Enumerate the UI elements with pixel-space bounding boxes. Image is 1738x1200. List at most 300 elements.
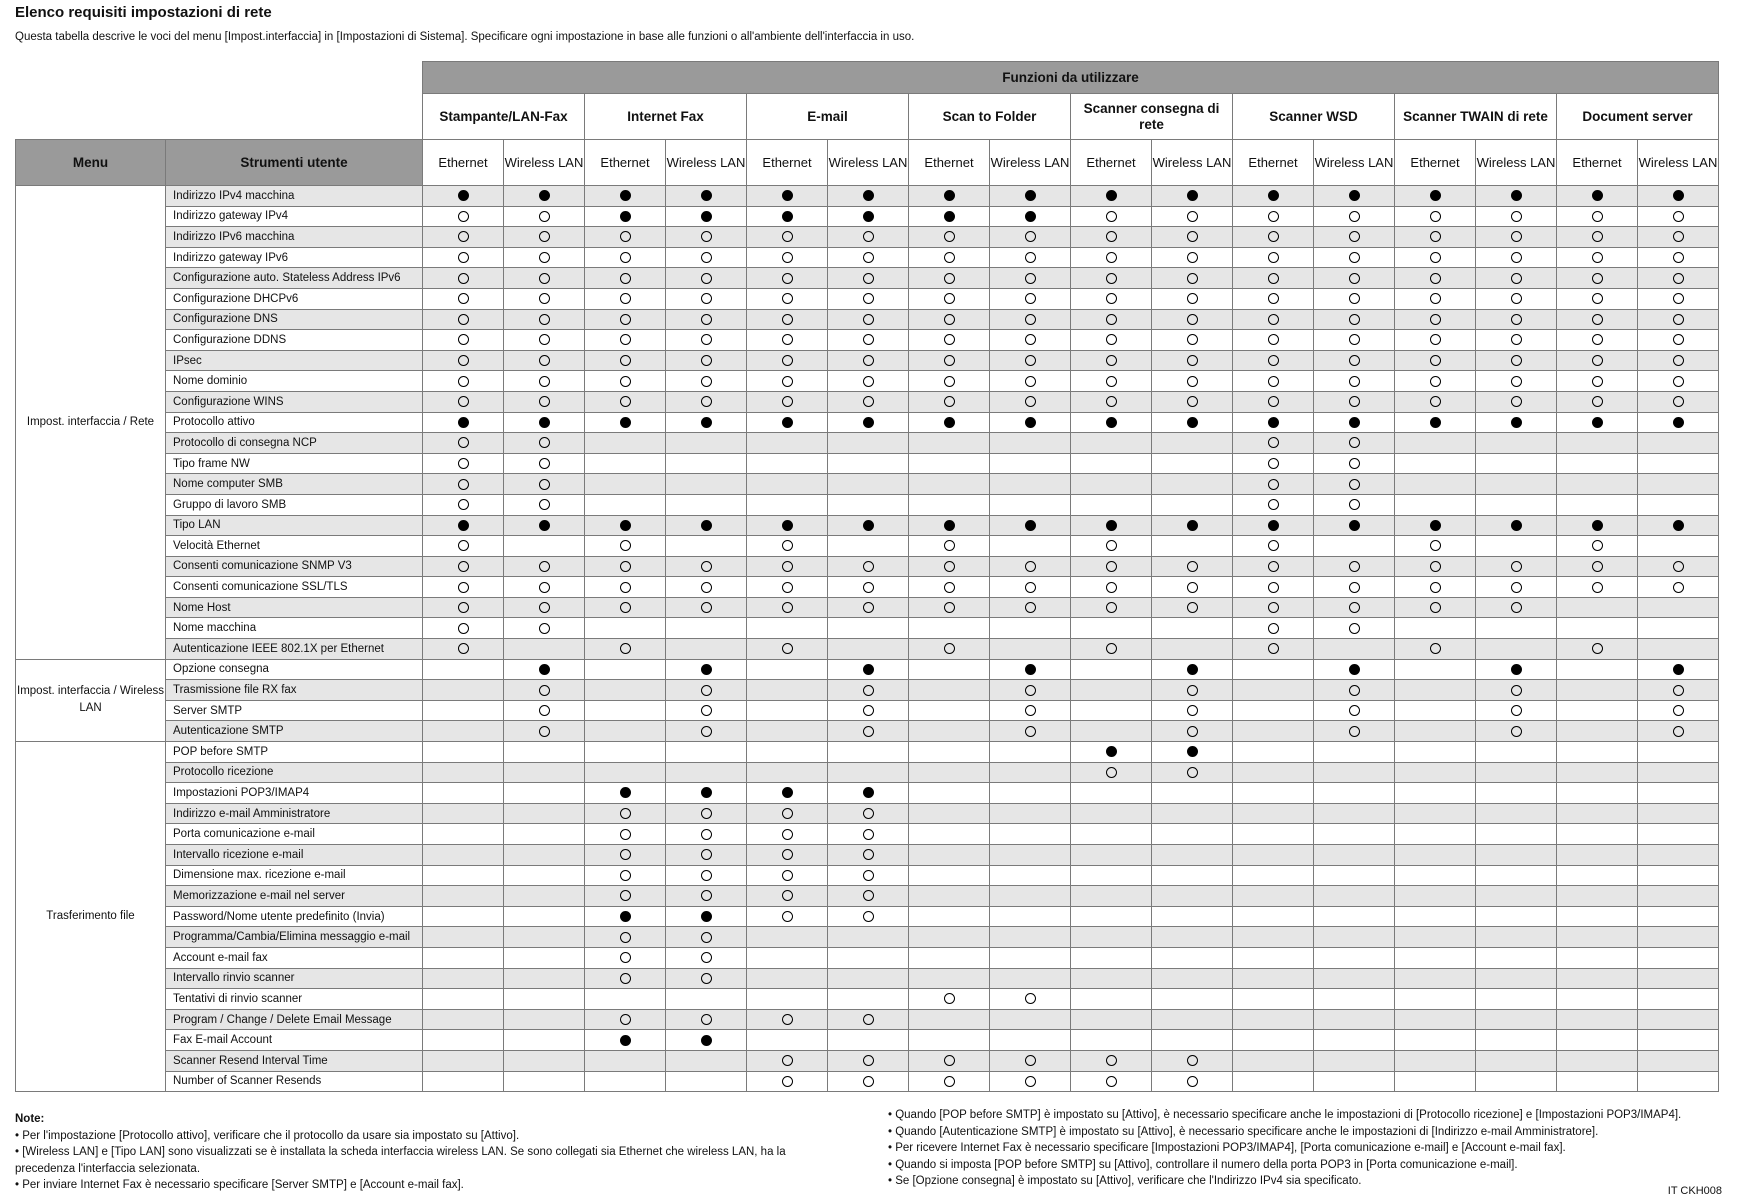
requirement-cell (1476, 186, 1557, 207)
open-circle-icon (1106, 602, 1117, 613)
requirement-cell (909, 330, 990, 351)
table-row (16, 1071, 1719, 1092)
filled-circle-icon (1025, 211, 1036, 222)
requirement-cell (990, 597, 1071, 618)
open-circle-icon (1673, 252, 1684, 263)
requirement-cell (1476, 227, 1557, 248)
open-circle-icon (1106, 540, 1117, 551)
requirement-cell (1557, 783, 1638, 804)
wireless-lan-column-header: Wireless LAN (1638, 140, 1719, 186)
requirement-cell (828, 1009, 909, 1030)
requirement-cell (666, 186, 747, 207)
requirement-cell (504, 494, 585, 515)
requirement-cell (423, 494, 504, 515)
requirement-cell (1395, 659, 1476, 680)
table-row (16, 227, 1719, 248)
requirement-cell (747, 1030, 828, 1051)
requirement-cell (990, 536, 1071, 557)
open-circle-icon (620, 334, 631, 345)
requirement-cell (1638, 1050, 1719, 1071)
open-circle-icon (539, 293, 550, 304)
requirement-cell (1395, 515, 1476, 536)
table-row (16, 556, 1719, 577)
requirement-cell (1638, 350, 1719, 371)
open-circle-icon (620, 561, 631, 572)
requirement-cell (666, 288, 747, 309)
ethernet-column-header: Ethernet (1071, 140, 1152, 186)
open-circle-icon (458, 499, 469, 510)
requirement-cell (1152, 680, 1233, 701)
requirement-cell (1395, 577, 1476, 598)
requirement-cell (1233, 288, 1314, 309)
open-circle-icon (1349, 396, 1360, 407)
requirement-cell (1476, 700, 1557, 721)
requirement-cell (1395, 227, 1476, 248)
requirement-cell (504, 618, 585, 639)
open-circle-icon (863, 252, 874, 263)
requirement-cell (423, 783, 504, 804)
requirement-cell (423, 474, 504, 495)
requirement-cell (1638, 659, 1719, 680)
requirement-cell (1395, 680, 1476, 701)
requirement-cell (1395, 597, 1476, 618)
table-row (16, 845, 1719, 866)
requirement-cell (909, 1009, 990, 1030)
open-circle-icon (782, 334, 793, 345)
open-circle-icon (539, 437, 550, 448)
open-circle-icon (620, 602, 631, 613)
open-circle-icon (1673, 334, 1684, 345)
requirement-cell (666, 433, 747, 454)
open-circle-icon (782, 890, 793, 901)
requirement-cell (1314, 412, 1395, 433)
requirement-cell (1152, 927, 1233, 948)
requirement-cell (909, 886, 990, 907)
filled-circle-icon (944, 417, 955, 428)
requirement-cell (990, 186, 1071, 207)
requirement-cell (747, 474, 828, 495)
requirement-cell (747, 865, 828, 886)
requirement-cell (1476, 556, 1557, 577)
requirement-cell (1314, 639, 1395, 660)
open-circle-icon (944, 582, 955, 593)
requirement-cell (828, 886, 909, 907)
requirement-cell (1314, 1071, 1395, 1092)
open-circle-icon (620, 1014, 631, 1025)
requirement-cell (504, 433, 585, 454)
setting-name: Protocollo di consegna NCP (166, 433, 423, 454)
open-circle-icon (539, 479, 550, 490)
filled-circle-icon (1187, 520, 1198, 531)
open-circle-icon (1268, 293, 1279, 304)
requirement-cell (1071, 845, 1152, 866)
open-circle-icon (1349, 705, 1360, 716)
requirement-cell (1476, 680, 1557, 701)
requirement-cell (666, 206, 747, 227)
open-circle-icon (1511, 705, 1522, 716)
filled-circle-icon (1592, 520, 1603, 531)
requirement-cell (504, 803, 585, 824)
requirement-cell (1233, 515, 1314, 536)
setting-name: Nome Host (166, 597, 423, 618)
open-circle-icon (620, 890, 631, 901)
requirement-cell (1152, 494, 1233, 515)
open-circle-icon (701, 705, 712, 716)
function-group-header: Scanner WSD (1233, 94, 1395, 140)
open-circle-icon (1511, 334, 1522, 345)
open-circle-icon (944, 231, 955, 242)
open-circle-icon (1592, 314, 1603, 325)
requirement-cell (747, 618, 828, 639)
requirement-cell (1557, 762, 1638, 783)
open-circle-icon (620, 231, 631, 242)
open-circle-icon (1430, 211, 1441, 222)
ethernet-column-header: Ethernet (1395, 140, 1476, 186)
open-circle-icon (863, 561, 874, 572)
requirement-cell (1395, 618, 1476, 639)
page-title: Elenco requisiti impostazioni di rete (15, 4, 272, 21)
requirement-cell (1638, 597, 1719, 618)
requirement-cell (666, 227, 747, 248)
setting-name: Fax E-mail Account (166, 1030, 423, 1051)
requirement-cell (1638, 227, 1719, 248)
filled-circle-icon (1025, 417, 1036, 428)
requirement-cell (990, 845, 1071, 866)
ethernet-column-header: Ethernet (585, 140, 666, 186)
requirement-cell (828, 762, 909, 783)
open-circle-icon (1511, 314, 1522, 325)
requirement-cell (828, 947, 909, 968)
requirement-cell (747, 803, 828, 824)
requirement-cell (909, 1030, 990, 1051)
open-circle-icon (539, 685, 550, 696)
requirement-cell (1071, 1071, 1152, 1092)
requirement-cell (1395, 350, 1476, 371)
requirement-cell (1557, 268, 1638, 289)
requirement-cell (747, 453, 828, 474)
open-circle-icon (1592, 582, 1603, 593)
table-row (16, 350, 1719, 371)
requirement-cell (1314, 494, 1395, 515)
requirement-cell (1152, 597, 1233, 618)
requirement-cell (1233, 968, 1314, 989)
requirement-cell (1557, 186, 1638, 207)
requirement-cell (828, 371, 909, 392)
open-circle-icon (701, 314, 712, 325)
requirement-cell (1395, 762, 1476, 783)
requirement-cell (1233, 639, 1314, 660)
requirement-cell (909, 186, 990, 207)
requirement-cell (1476, 247, 1557, 268)
setting-name: Autenticazione IEEE 802.1X per Ethernet (166, 639, 423, 660)
requirement-cell (1476, 659, 1557, 680)
open-circle-icon (863, 849, 874, 860)
requirement-cell (990, 865, 1071, 886)
open-circle-icon (1187, 561, 1198, 572)
requirement-cell (1395, 556, 1476, 577)
requirement-cell (990, 412, 1071, 433)
open-circle-icon (701, 334, 712, 345)
requirement-cell (1638, 865, 1719, 886)
requirement-cell (1395, 906, 1476, 927)
open-circle-icon (458, 479, 469, 490)
requirement-cell (666, 927, 747, 948)
requirement-cell (1395, 1009, 1476, 1030)
requirement-cell (1233, 700, 1314, 721)
requirement-cell (1314, 989, 1395, 1010)
requirement-cell (909, 433, 990, 454)
requirement-cell (585, 968, 666, 989)
open-circle-icon (863, 808, 874, 819)
filled-circle-icon (782, 211, 793, 222)
open-circle-icon (1592, 376, 1603, 387)
filled-circle-icon (1268, 520, 1279, 531)
open-circle-icon (539, 623, 550, 634)
requirement-cell (1314, 433, 1395, 454)
open-circle-icon (1025, 293, 1036, 304)
requirement-cell (504, 947, 585, 968)
requirement-cell (990, 618, 1071, 639)
requirement-cell (1557, 494, 1638, 515)
requirement-cell (1395, 824, 1476, 845)
open-circle-icon (539, 334, 550, 345)
open-circle-icon (701, 602, 712, 613)
table-row (16, 721, 1719, 742)
requirement-cell (1314, 700, 1395, 721)
requirement-cell (585, 865, 666, 886)
open-circle-icon (1673, 211, 1684, 222)
filled-circle-icon (1592, 417, 1603, 428)
requirement-cell (1314, 330, 1395, 351)
requirement-cell (504, 474, 585, 495)
notes-left (15, 1111, 845, 1194)
open-circle-icon (1268, 376, 1279, 387)
filled-circle-icon (1106, 520, 1117, 531)
filled-circle-icon (1673, 664, 1684, 675)
requirement-cell (1314, 659, 1395, 680)
requirement-cell (1395, 721, 1476, 742)
requirement-cell (1152, 824, 1233, 845)
open-circle-icon (539, 273, 550, 284)
requirement-cell (1071, 227, 1152, 248)
open-circle-icon (1673, 273, 1684, 284)
requirement-cell (1152, 371, 1233, 392)
requirement-cell (1638, 906, 1719, 927)
requirement-cell (423, 845, 504, 866)
requirement-cell (1638, 1009, 1719, 1030)
requirement-cell (990, 1009, 1071, 1030)
requirement-cell (1557, 371, 1638, 392)
requirement-cell (585, 186, 666, 207)
requirement-cell (1395, 639, 1476, 660)
open-circle-icon (1592, 231, 1603, 242)
open-circle-icon (458, 643, 469, 654)
requirement-cell (1314, 206, 1395, 227)
requirement-cell (909, 309, 990, 330)
setting-name: Dimensione max. ricezione e-mail (166, 865, 423, 886)
setting-name: Configurazione DDNS (166, 330, 423, 351)
requirement-cell (504, 330, 585, 351)
requirement-cell (1314, 906, 1395, 927)
requirement-cell (1152, 721, 1233, 742)
open-circle-icon (944, 355, 955, 366)
open-circle-icon (944, 1055, 955, 1066)
requirement-cell (1638, 700, 1719, 721)
open-circle-icon (1268, 396, 1279, 407)
open-circle-icon (863, 1014, 874, 1025)
requirement-cell (504, 659, 585, 680)
open-circle-icon (1268, 479, 1279, 490)
filled-circle-icon (701, 190, 712, 201)
filled-circle-icon (1025, 664, 1036, 675)
requirement-cell (747, 1071, 828, 1092)
table-row (16, 577, 1719, 598)
requirement-cell (747, 680, 828, 701)
requirement-cell (990, 968, 1071, 989)
filled-circle-icon (1673, 190, 1684, 201)
requirement-cell (423, 433, 504, 454)
requirement-cell (1071, 247, 1152, 268)
requirement-cell (504, 742, 585, 763)
requirement-cell (747, 824, 828, 845)
requirement-cell (504, 247, 585, 268)
requirement-cell (990, 433, 1071, 454)
open-circle-icon (782, 355, 793, 366)
open-circle-icon (701, 808, 712, 819)
requirement-cell (747, 1009, 828, 1030)
open-circle-icon (1187, 726, 1198, 737)
requirement-cell (1638, 803, 1719, 824)
requirement-cell (1395, 391, 1476, 412)
requirement-cell (1071, 680, 1152, 701)
note-item: • Per inviare Internet Fax è necessario specificare [Server SMTP] e [Account e-mail fax]. (15, 1179, 464, 1191)
requirement-cell (1233, 186, 1314, 207)
filled-circle-icon (620, 787, 631, 798)
requirement-cell (828, 536, 909, 557)
requirement-cell (1476, 968, 1557, 989)
open-circle-icon (1025, 334, 1036, 345)
requirement-cell (666, 515, 747, 536)
filled-circle-icon (620, 911, 631, 922)
filled-circle-icon (1349, 190, 1360, 201)
requirement-cell (666, 536, 747, 557)
requirement-cell (1071, 494, 1152, 515)
requirement-cell (1152, 618, 1233, 639)
open-circle-icon (1268, 540, 1279, 551)
open-circle-icon (620, 540, 631, 551)
requirement-cell (1395, 206, 1476, 227)
table-row (16, 968, 1719, 989)
requirement-cell (504, 350, 585, 371)
requirement-cell (1314, 371, 1395, 392)
requirement-cell (747, 845, 828, 866)
requirement-cell (1152, 577, 1233, 598)
open-circle-icon (458, 602, 469, 613)
open-circle-icon (863, 582, 874, 593)
filled-circle-icon (458, 417, 469, 428)
requirement-cell (1152, 947, 1233, 968)
open-circle-icon (620, 829, 631, 840)
open-circle-icon (458, 314, 469, 325)
requirement-cell (1071, 577, 1152, 598)
requirement-cell (909, 391, 990, 412)
requirement-cell (1395, 886, 1476, 907)
requirement-cell (1557, 474, 1638, 495)
requirement-cell (1071, 556, 1152, 577)
open-circle-icon (701, 890, 712, 901)
setting-name: Program / Change / Delete Email Message (166, 1009, 423, 1030)
open-circle-icon (620, 252, 631, 263)
requirement-cell (1638, 947, 1719, 968)
open-circle-icon (1187, 705, 1198, 716)
open-circle-icon (944, 252, 955, 263)
requirement-cell (666, 330, 747, 351)
requirement-cell (1476, 1071, 1557, 1092)
requirement-cell (585, 742, 666, 763)
requirement-cell (828, 453, 909, 474)
requirement-cell (1476, 515, 1557, 536)
filled-circle-icon (458, 520, 469, 531)
requirement-cell (1476, 453, 1557, 474)
open-circle-icon (782, 1076, 793, 1087)
requirement-cell (666, 391, 747, 412)
open-circle-icon (1511, 561, 1522, 572)
requirement-cell (1314, 1030, 1395, 1051)
requirement-cell (1233, 824, 1314, 845)
requirement-cell (747, 659, 828, 680)
requirement-cell (585, 597, 666, 618)
requirement-cell (1233, 927, 1314, 948)
open-circle-icon (1268, 273, 1279, 284)
requirement-cell (666, 309, 747, 330)
open-circle-icon (1268, 211, 1279, 222)
setting-name: Account e-mail fax (166, 947, 423, 968)
requirement-cell (1638, 536, 1719, 557)
table-row (16, 494, 1719, 515)
open-circle-icon (1349, 458, 1360, 469)
open-circle-icon (620, 355, 631, 366)
requirement-cell (1152, 1050, 1233, 1071)
setting-name: Autenticazione SMTP (166, 721, 423, 742)
requirement-cell (1314, 886, 1395, 907)
requirement-cell (1314, 597, 1395, 618)
open-circle-icon (1592, 211, 1603, 222)
requirement-cell (1233, 947, 1314, 968)
requirement-cell (1557, 639, 1638, 660)
requirement-cell (504, 968, 585, 989)
requirement-cell (1071, 371, 1152, 392)
requirement-cell (585, 494, 666, 515)
requirement-cell (1314, 227, 1395, 248)
open-circle-icon (1592, 273, 1603, 284)
requirement-cell (828, 865, 909, 886)
requirement-cell (747, 597, 828, 618)
requirement-cell (1152, 227, 1233, 248)
open-circle-icon (944, 540, 955, 551)
requirement-cell (1233, 309, 1314, 330)
function-group-header: Internet Fax (585, 94, 747, 140)
open-circle-icon (620, 314, 631, 325)
requirement-cell (423, 968, 504, 989)
requirement-cell (1071, 803, 1152, 824)
requirement-cell (1152, 865, 1233, 886)
requirement-cell (423, 618, 504, 639)
requirement-cell (1395, 700, 1476, 721)
open-circle-icon (1268, 561, 1279, 572)
requirement-cell (1233, 783, 1314, 804)
requirement-cell (1638, 556, 1719, 577)
open-circle-icon (1511, 582, 1522, 593)
